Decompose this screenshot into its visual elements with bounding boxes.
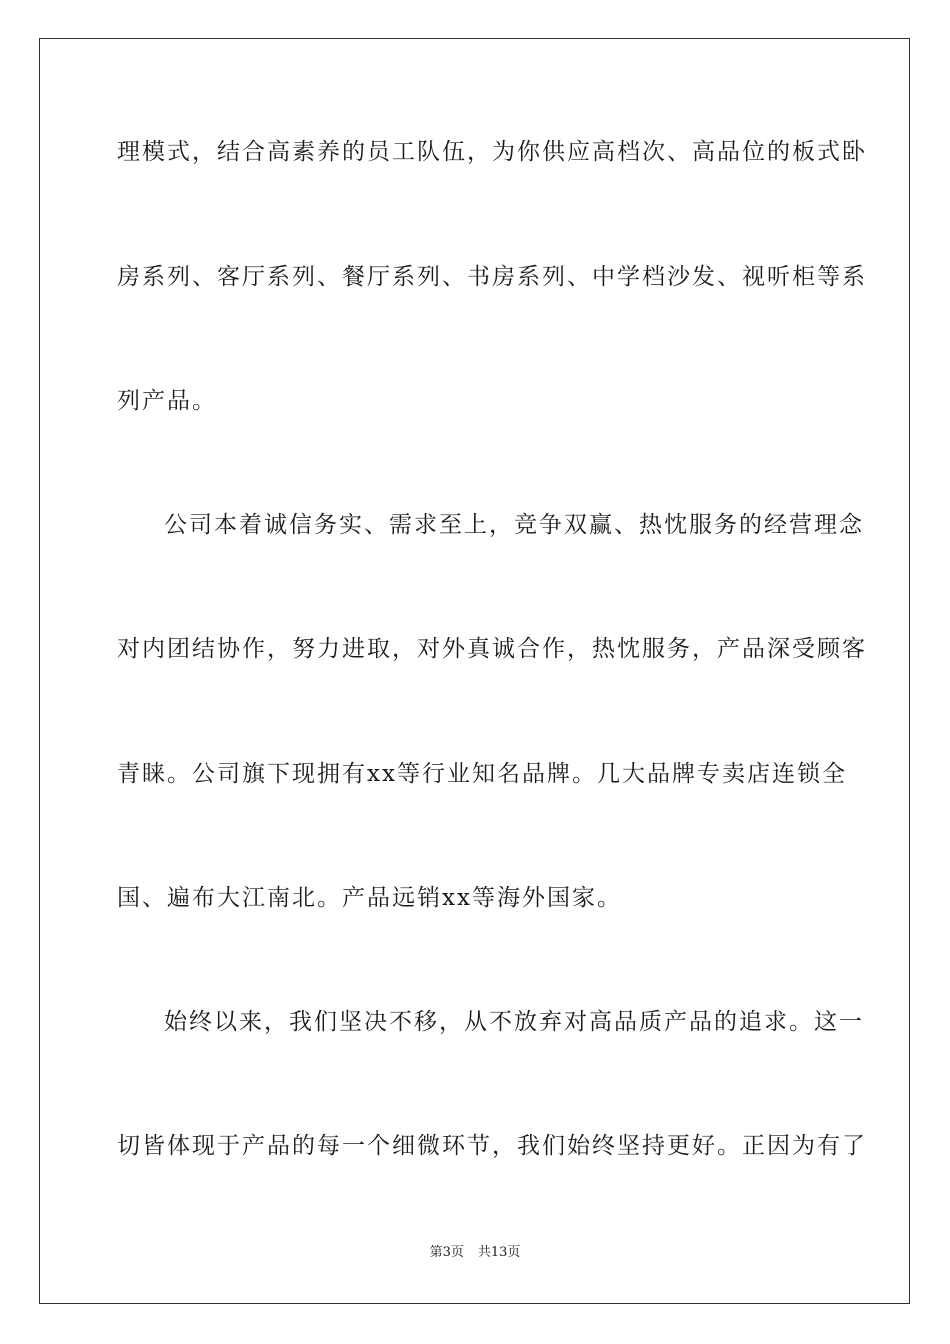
text-line: 理模式，结合高素养的员工队伍，为你供应高档次、高品位的板式卧 xyxy=(117,139,867,165)
paragraph-start-line: 始终以来，我们坚决不移，从不放弃对高品质产品的追求。这一 xyxy=(164,1009,864,1035)
page-footer xyxy=(0,1244,950,1262)
page-total: 共13页 xyxy=(477,1245,521,1260)
text-line: 房系列、客厅系列、餐厅系列、书房系列、中学档沙发、视听柜等系 xyxy=(117,264,867,290)
page-border xyxy=(39,38,910,1304)
text-line: 国、遍布大江南北。产品远销xx等海外国家。 xyxy=(117,885,622,911)
page-number: 第3页 xyxy=(429,1245,464,1260)
text-line: 列产品。 xyxy=(117,388,217,414)
text-line: 切皆体现于产品的每一个细微环节，我们始终坚持更好。正因为有了 xyxy=(117,1133,867,1159)
paragraph-start-line: 公司本着诚信务实、需求至上，竞争双赢、热忱服务的经营理念 xyxy=(164,512,864,538)
text-line: 对内团结协作，努力进取，对外真诚合作，热忱服务，产品深受顾客 xyxy=(117,636,867,662)
text-line: 青睐。公司旗下现拥有xx等行业知名品牌。几大品牌专卖店连锁全 xyxy=(117,761,847,787)
